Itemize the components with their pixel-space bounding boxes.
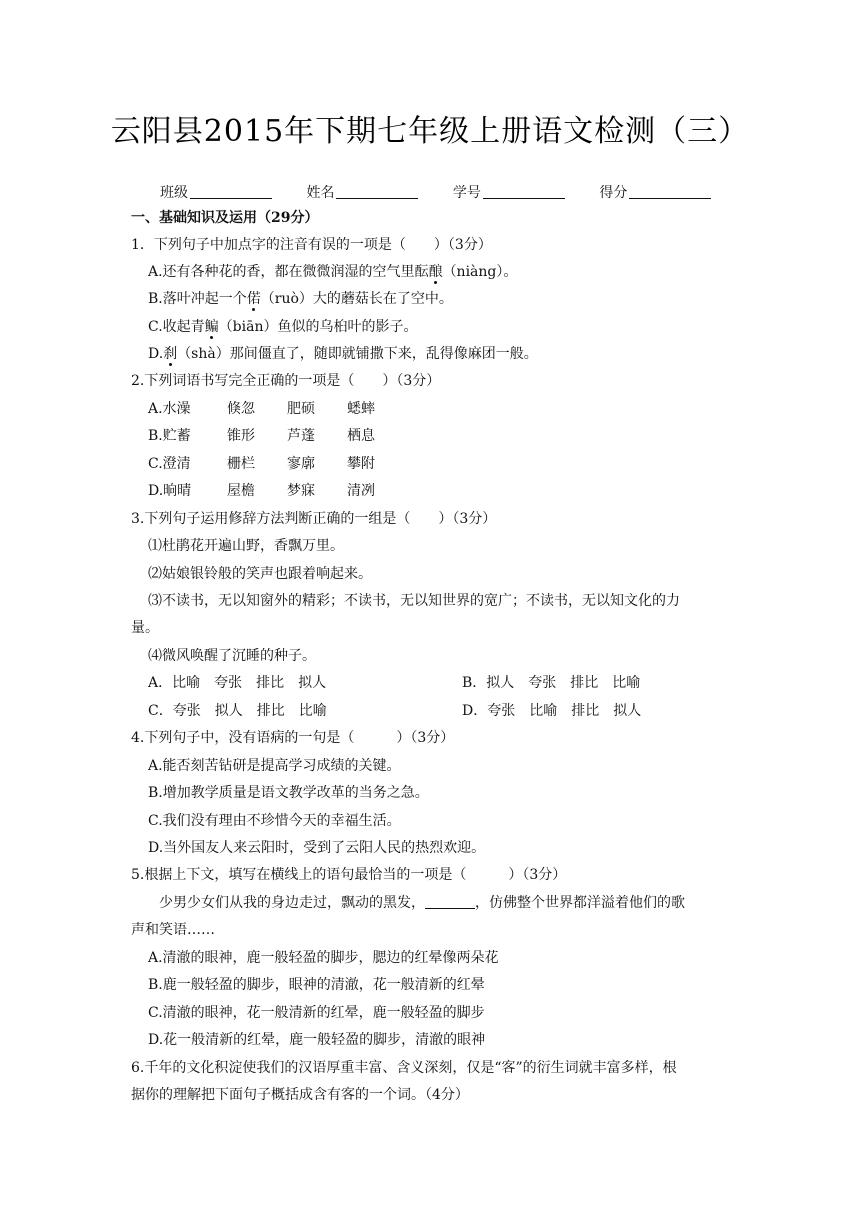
- q2-a-word-2: 倏忽: [227, 401, 255, 417]
- q1-d-text: D.: [148, 346, 164, 362]
- q5-passage-start: 少男少女们从我的身边走过，飘动的黑发，: [159, 895, 425, 911]
- q1-a-pinyin: （niàng）。: [442, 264, 518, 280]
- q3-stem: 3.下列句子运用修辞方法判断正确的一组是（ ）（3分）: [131, 511, 497, 527]
- class-blank: [190, 184, 272, 199]
- q5-fill-blank: [425, 894, 475, 909]
- q3-option-a: A．比喻 夸张 排比 拟人: [148, 675, 327, 691]
- q5-passage-end: ，仿佛整个世界都洋溢着他们的歌: [475, 895, 685, 911]
- q4-stem: 4.下列句子中，没有语病的一句是（ ）（3分）: [131, 730, 455, 746]
- q5-option-d: D.花一般清新的红晕，鹿一般轻盈的脚步，清澈的眼神: [148, 1032, 486, 1048]
- q2-d-word-3: 梦寐: [287, 483, 315, 499]
- name-label: 姓名: [306, 185, 335, 201]
- q1-c-dotted-char: 鳊: [204, 319, 219, 335]
- q2-a-word-1: A.水澡: [148, 401, 191, 417]
- q1-option-a: [148, 262, 517, 282]
- q3-sentence-3: ⑶不读书，无以知窗外的精彩；不读书，无以知世界的宽广；不读书，无以知文化的力: [148, 593, 680, 609]
- q3-sentence-2: ⑵姑娘银铃般的笑声也跟着响起来。: [148, 566, 372, 582]
- q2-b-word-3: 芦蓬: [287, 428, 315, 444]
- q2-option-a: [148, 399, 375, 419]
- q3-option-b: B．拟人 夸张 排比 比喻: [462, 675, 641, 691]
- student-info-row: [160, 183, 741, 203]
- q2-c-word-3: 寥廓: [287, 456, 315, 472]
- q5-stem: 5.根据上下文，填写在横线上的语句最恰当的一项是（ ）（3分）: [131, 867, 567, 883]
- name-blank: [336, 184, 418, 199]
- class-label: 班级: [160, 185, 188, 201]
- q3-sentence-4: ⑷微风唤醒了沉睡的种子。: [148, 648, 316, 664]
- q1-c-text: C.收起青: [148, 319, 205, 335]
- q2-b-word-1: B.贮蓄: [148, 428, 191, 444]
- q2-d-word-2: 屋檐: [227, 483, 255, 499]
- q3-option-d: D．夸张 比喻 排比 拟人: [462, 703, 642, 719]
- q5-option-a: A.清澈的眼神，鹿一般轻盈的脚步，腮边的红晕像两朵花: [148, 950, 499, 966]
- q1-c-pinyin: （biān）鱼似的乌桕叶的影子。: [218, 319, 418, 335]
- id-label: 学号: [452, 185, 481, 201]
- q1-option-c: [148, 317, 417, 337]
- q1-b-pinyin: （ruò）大的蘑菇长在了空中。: [260, 291, 453, 307]
- q2-stem: 2.下列词语书写完全正确的一项是（ ）（3分）: [131, 373, 441, 389]
- q2-b-word-2: 锥形: [227, 428, 255, 444]
- q3-sentence-3-cont: 量。: [131, 620, 159, 636]
- q3-sentence-1: ⑴杜鹃花开遍山野，香飘万里。: [148, 538, 344, 554]
- q2-option-d: [148, 481, 375, 501]
- q4-option-a: A.能否刻苦钻研是提高学习成绩的关键。: [148, 758, 401, 774]
- q1-d-pinyin: （shà）那间僵直了，随即就铺撒下来，乱得像麻团一般。: [177, 346, 538, 362]
- q6-stem-line-2: 据你的理解把下面句子概括成含有客的一个词。（4分）: [131, 1087, 469, 1103]
- score-blank: [629, 184, 711, 199]
- q4-option-b: B.增加教学质量是语文教学改革的当务之急。: [148, 785, 429, 801]
- q1-option-b: [148, 289, 453, 309]
- id-blank: [483, 184, 565, 199]
- q1-option-d: [148, 344, 538, 364]
- q5-option-b: B.鹿一般轻盈的脚步，眼神的清澈，花一般清新的红晕: [148, 977, 485, 993]
- q2-b-word-4: 栖息: [347, 428, 375, 444]
- q2-d-word-1: D.晌晴: [148, 483, 192, 499]
- section-heading: 一、基础知识及运用（29分）: [131, 210, 319, 226]
- q4-option-d: D.当外国友人来云阳时，受到了云阳人民的热烈欢迎。: [148, 840, 486, 856]
- q2-c-word-1: C.澄清: [148, 456, 191, 472]
- q1-stem: 1．下列句子中加点字的注音有误的一项是（ ）（3分）: [131, 237, 492, 253]
- q3-option-c: C．夸张 拟人 排比 比喻: [148, 703, 327, 719]
- q2-c-word-2: 栅栏: [227, 456, 255, 472]
- exam-title: 云阳县2015年下期七年级上册语文检测（三）: [110, 114, 750, 149]
- q2-option-c: [148, 454, 375, 474]
- q5-passage-cont: 声和笑语……: [131, 922, 215, 938]
- q6-stem-line-1: 6.千年的文化积淀使我们的汉语厚重丰富、含义深刻，仅是“客”的衍生词就丰富多样，根: [131, 1060, 677, 1076]
- q2-c-word-4: 攀附: [347, 456, 375, 472]
- q5-passage: [159, 893, 685, 913]
- q2-option-b: [148, 426, 375, 446]
- score-label: 得分: [599, 185, 628, 201]
- q5-option-c: C.清澈的眼神，花一般清新的红晕，鹿一般轻盈的脚步: [148, 1005, 485, 1021]
- q2-a-word-4: 蟋蟀: [347, 401, 375, 417]
- q1-d-dotted-char: 刹: [163, 346, 178, 362]
- q1-a-text: A.还有各种花的香，都在微微润湿的空气里酝: [148, 264, 429, 280]
- q4-option-c: C.我们没有理由不珍惜今天的幸福生活。: [148, 813, 401, 829]
- q2-a-word-3: 肥硕: [287, 401, 315, 417]
- q1-a-dotted-char: 酿: [428, 264, 443, 280]
- q1-b-text: B.落叶冲起一个: [148, 291, 247, 307]
- q1-b-dotted-char: 偌: [246, 291, 261, 307]
- q2-d-word-4: 清冽: [347, 483, 375, 499]
